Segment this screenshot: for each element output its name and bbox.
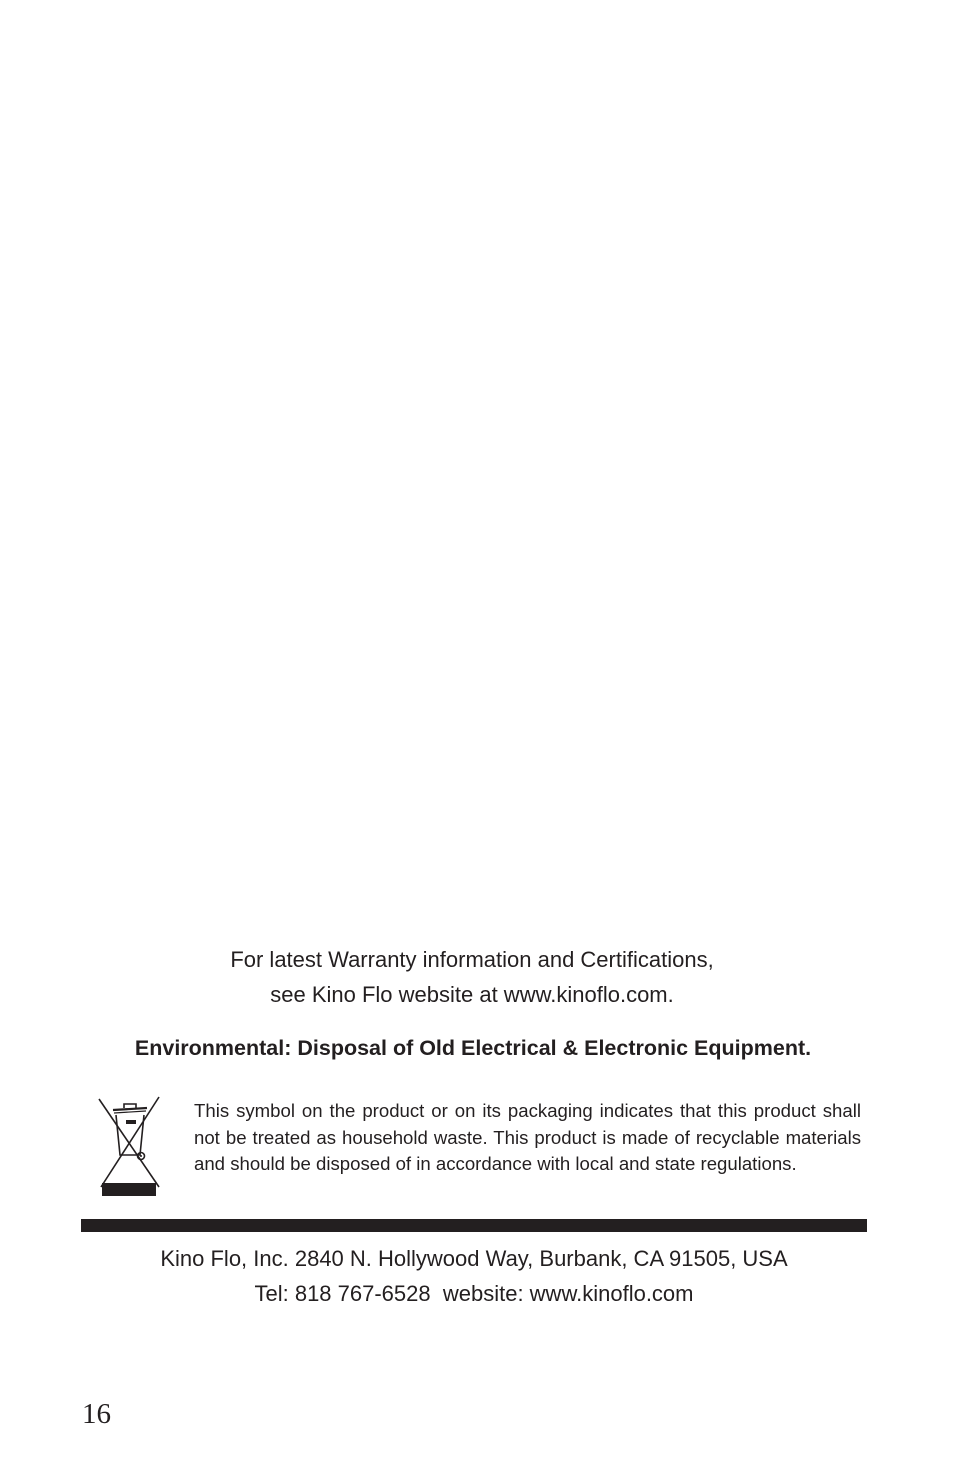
- company-address: Kino Flo, Inc. 2840 N. Hollywood Way, Burbank, CA 91505, USA: [160, 1246, 788, 1271]
- warranty-line-2: see Kino Flo website at www.kinoflo.com.: [270, 982, 674, 1007]
- company-footer: [0, 1241, 948, 1311]
- section-divider: [81, 1219, 867, 1232]
- disposal-notice-body: This symbol on the product or on its packaging indicates that this product shall not be treated as household waste. This product is made of recyclable materials and should be disposed of in accordance with local and state regulations.: [194, 1100, 861, 1174]
- warranty-line-1: For latest Warranty information and Certifications,: [230, 947, 714, 972]
- crossed-out-wheelie-bin-icon: [96, 1095, 162, 1199]
- company-contact: Tel: 818 767-6528 website: www.kinoflo.com: [254, 1281, 694, 1306]
- disposal-notice-text: [194, 1098, 861, 1178]
- page-number: 16: [82, 1398, 111, 1430]
- warranty-notice: [0, 942, 944, 1012]
- environmental-heading: Environmental: Disposal of Old Electrical & Electronic Equipment.: [134, 1036, 812, 1060]
